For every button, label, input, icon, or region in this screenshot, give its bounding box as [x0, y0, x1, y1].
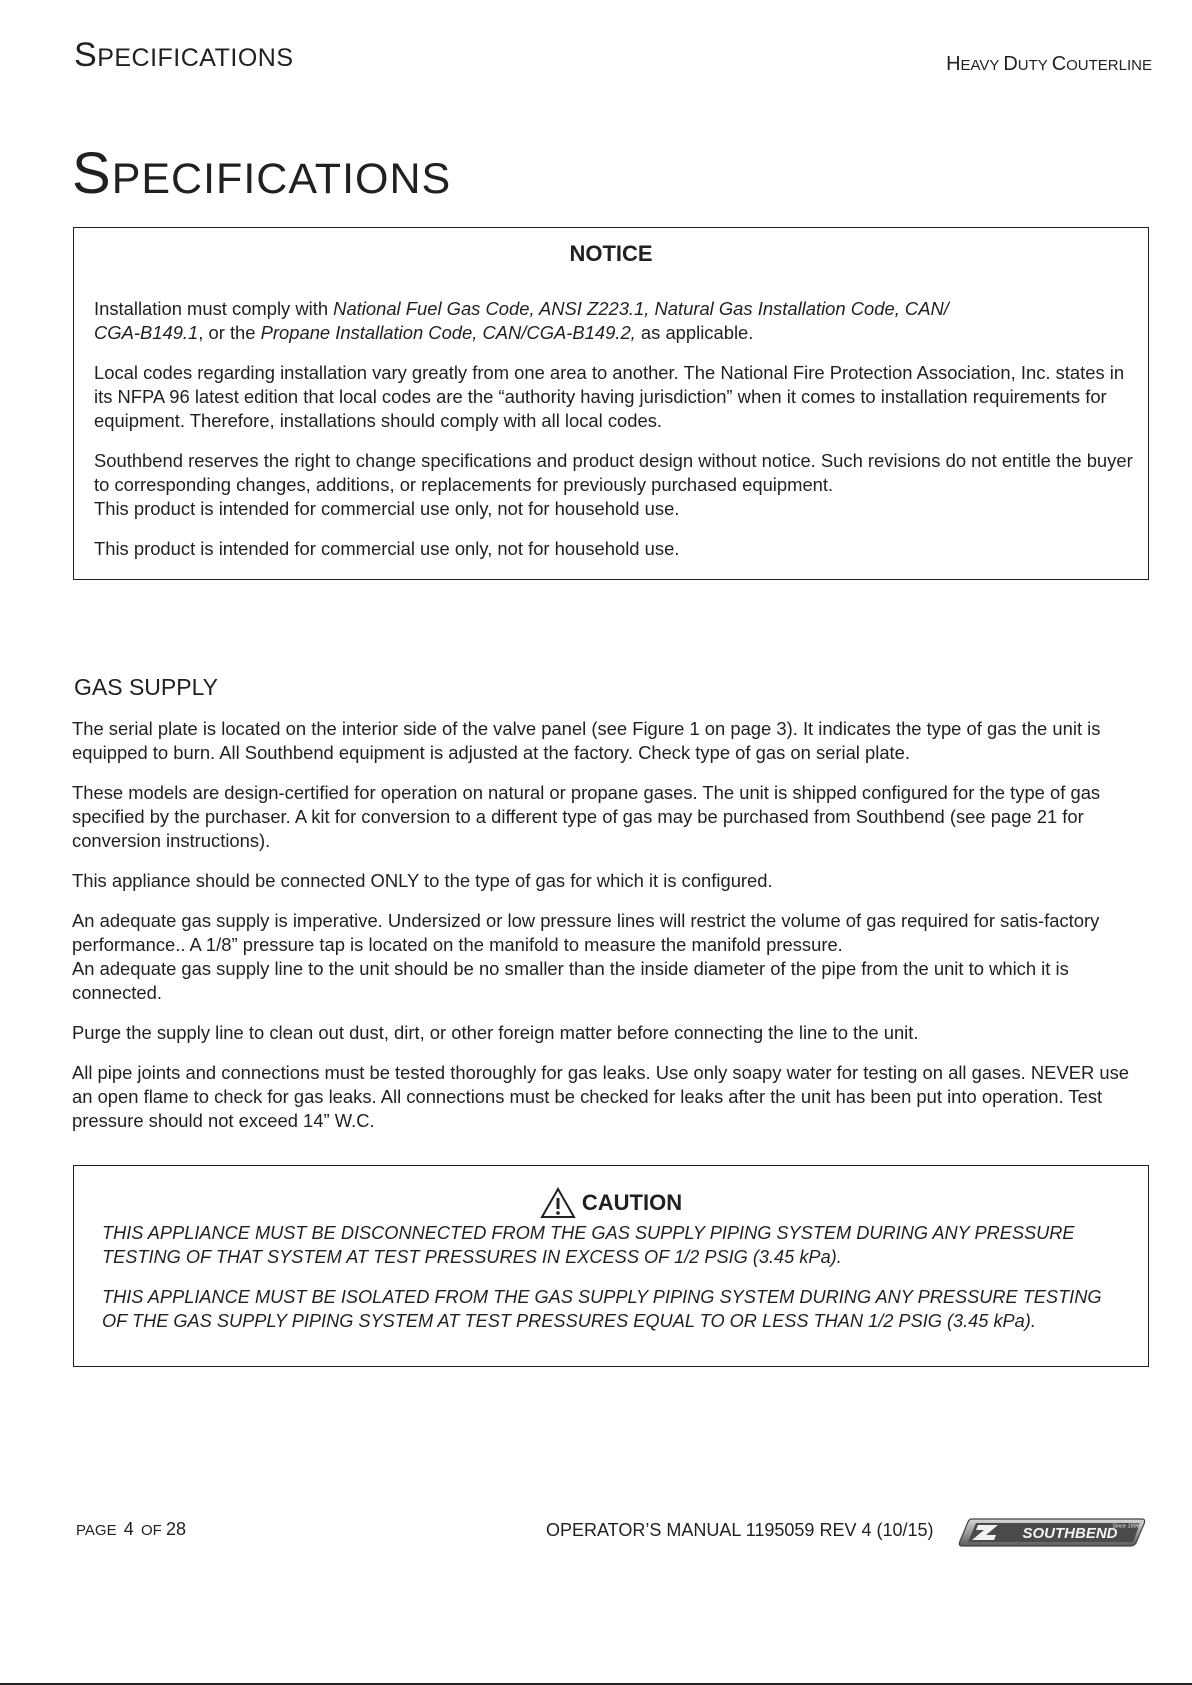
header-right-cap-3: C [1051, 53, 1067, 75]
logo-wordmark: SOUTHBEND [1022, 1525, 1118, 1542]
gas-paragraph-5: Purge the supply line to clean out dust, dirt, or other foreign matter before connecting the line to the unit. [72, 1022, 919, 1043]
footer-page-current: 4 [123, 1519, 134, 1539]
caution-body [102, 1221, 1120, 1333]
header-right-cap-2: D [1003, 53, 1018, 75]
notice-p1-italic-1: National Fuel Gas Code, ANSI Z223.1, Natural Gas Installation Code, CAN/ [333, 298, 949, 319]
notice-p1-text-2: , or the [198, 322, 261, 343]
gas-paragraph-2: These models are design-certified for operation on natural or propane gases. The unit is shipped configured for the type of gas specified by the purchaser. A kit for conversion to a different type of gas may be purchased from Southbend (see page 21 for conversion instructions). [72, 782, 1101, 851]
warning-triangle-icon [540, 1187, 576, 1219]
notice-p3-line-2: This product is intended for commercial use only, not for household use. [94, 498, 680, 519]
gas-paragraph-3: This appliance should be connected ONLY to the type of gas for which it is configured. [72, 870, 773, 891]
notice-box [73, 227, 1149, 580]
notice-body [74, 297, 1148, 561]
caution-label: CAUTION [581, 1190, 683, 1215]
gas-paragraph-1: The serial plate is located on the interior side of the valve panel (see Figure 1 on page 3). It indicates the type of gas the unit is equipped to burn. All Southbend equipment is adjusted at the factory. Check type of gas on serial plate. [72, 718, 1101, 763]
notice-p1-italic-2: Propane Installation Code, CAN/CGA-B149.2, [260, 322, 636, 343]
notice-paragraph-4: This product is intended for commercial use only, not for household use. [94, 538, 680, 559]
running-header-right [946, 53, 1152, 76]
notice-paragraph-2: Local codes regarding installation vary greatly from one area to another. The National Fire Protection Association, Inc. states in its NFPA 96 latest edition that local codes are the “authority having jurisdiction” when it comes to installation requirements for equipment. Therefore, installations should comply with all local codes. [94, 362, 1125, 431]
notice-p1-italic-1b: CGA-B149.1 [94, 322, 199, 343]
running-header-left [74, 36, 294, 75]
notice-paragraph-3 [94, 449, 1134, 521]
page-title-initial: S [72, 141, 112, 206]
header-left-rest: PECIFICATIONS [97, 44, 294, 72]
logo-since: Since 1898 [1112, 1523, 1140, 1530]
gas-paragraph-6: All pipe joints and connections must be tested thoroughly for gas leaks. Use only soapy water for testing on all gases. NEVER use an open flame to check for gas leaks. All connections must be checked for leaks after the unit has been put into operation. Test pressure should not exceed 14” W.C. [72, 1062, 1130, 1131]
header-left-initial: S [74, 36, 98, 74]
caution-title [74, 1187, 1148, 1219]
header-right-cap-1: H [946, 53, 961, 75]
caution-paragraph-1: THIS APPLIANCE MUST BE DISCONNECTED FROM THE GAS SUPPLY PIPING SYSTEM DURING ANY PRESSURE TESTING OF THAT SYSTEM AT TEST PRESSURES IN EXCESS OF 1/2 PSIG (3.45 kPa). [102, 1223, 1075, 1267]
caution-paragraph-2: THIS APPLIANCE MUST BE ISOLATED FROM THE GAS SUPPLY PIPING SYSTEM DURING ANY PRESSURE TESTING OF THE GAS SUPPLY PIPING SYSTEM AT TEST PRESSURES EQUAL TO OR LESS THAN 1/2 PSIG (3.45 kPa). [102, 1287, 1102, 1331]
footer-page-label: PAGE [76, 1522, 117, 1539]
notice-p1-text-3: as applicable. [635, 322, 754, 343]
footer-manual-id: OPERATOR’S MANUAL 1195059 REV 4 (10/15) [546, 1520, 934, 1540]
gas-paragraph-4 [72, 909, 1140, 1005]
header-right-rest-3: OUTERLINE [1066, 57, 1152, 74]
page-title [72, 140, 451, 207]
southbend-logo [958, 1516, 1146, 1548]
header-right-rest-2: UTY [1017, 57, 1052, 74]
gas-supply-heading: GAS SUPPLY [74, 674, 219, 700]
gas-supply-body [72, 717, 1140, 1133]
gas-p4-line-2: An adequate gas supply line to the unit should be no smaller than the inside diameter of the pipe from the unit to which it is connected. [72, 958, 1069, 1003]
notice-p3-line-1: Southbend reserves the right to change specifications and product design without notice. Such revisions do not entitle the buyer to corresponding changes, additions, or replacements for previously purchased equipment. [94, 450, 1133, 495]
footer-of-label: OF [140, 1522, 162, 1539]
notice-p1-text-1: Installation must comply with [94, 298, 334, 319]
caution-box [73, 1165, 1149, 1367]
gas-p4-line-1: An adequate gas supply is imperative. Undersized or low pressure lines will restrict the volume of gas required for satis-factory performance.. A 1/8” pressure tap is located on the manifold to measure the manifold pressure. [72, 910, 1100, 955]
notice-title: NOTICE [569, 241, 653, 266]
footer-page-number [76, 1519, 186, 1540]
footer-page-total: 28 [165, 1519, 186, 1539]
page-title-rest: PECIFICATIONS [111, 155, 452, 203]
header-right-rest-1: EAVY [960, 57, 1004, 74]
notice-paragraph-1 [94, 297, 1134, 345]
